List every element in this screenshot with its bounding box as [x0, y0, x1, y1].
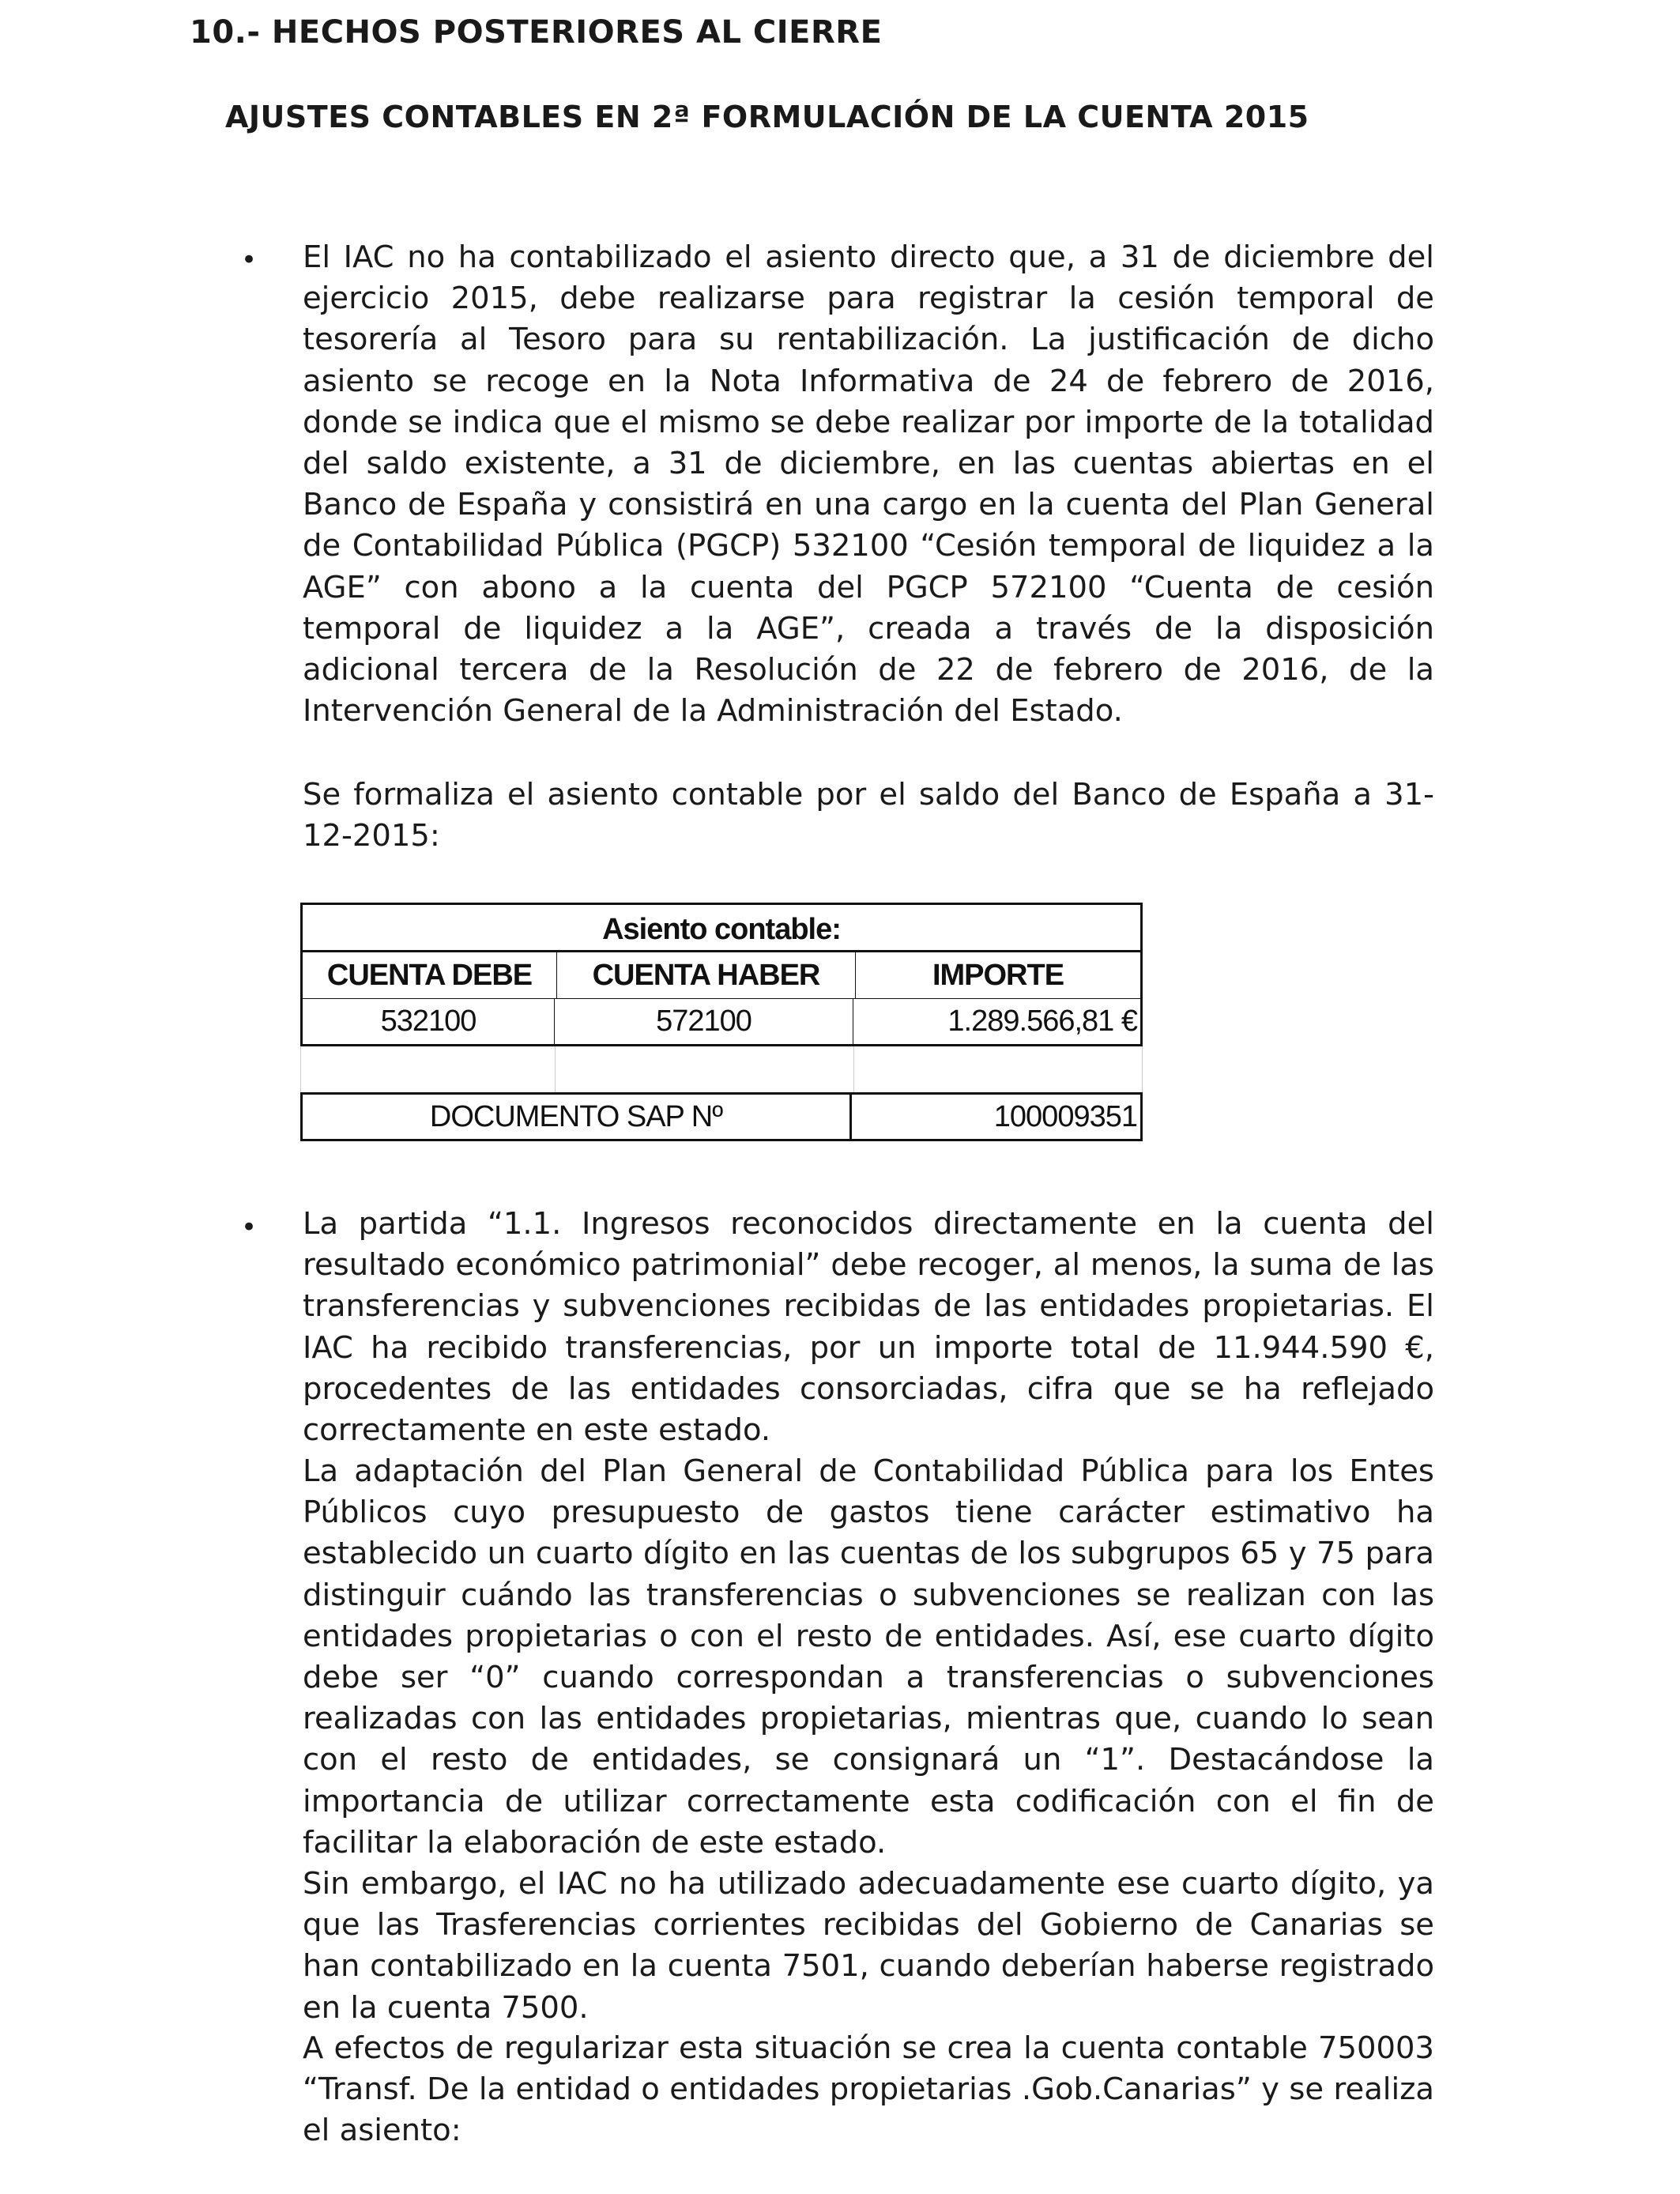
table-row [300, 999, 1143, 1046]
cell-importe: 1.289.566,81 € [947, 1005, 1137, 1038]
table-empty-row [300, 1046, 1143, 1092]
paragraph-cuarto-digito: Sin embargo, el IAC no ha utilizado adecuadamente ese cuarto dígito, ya que las Trasferencias corrientes recibidas del Gobierno de Canarias se han contabilizado en la cuenta 7501, cuando deberían haberse registrado en la cuenta 7500. [303, 1866, 1434, 2026]
document-sap-label: DOCUMENTO SAP Nº [303, 1095, 852, 1139]
paragraph-regularizar: A efectos de regularizar esta situación se crea la cuenta contable 750003 “Transf. De la entidad o entidades propietarias .Gob.Canarias” y se realiza el asiento: [303, 2030, 1434, 2149]
table-caption: Asiento contable: [300, 903, 1143, 950]
paragraph-cesion-tesoreria: El IAC no ha contabilizado el asiento directo que, a 31 de diciembre del ejercicio 2015, debe realizarse para registrar la cesión temporal de tesorería al Tesoro para su rentabilización. La justificación de dicho asiento se recoge en la Nota Informativa de 24 de febrero de 2016, donde se indica que el mismo se debe realizar por importe de la totalidad del saldo existente, a 31 de diciembre, en las cuentas abiertas en el Banco de España y consistirá en una cargo en la cuenta del Plan General de Contabilidad Pública (PGCP) 532100 “Cesión temporal de liquidez a la AGE” con abono a la cuenta del PGCP 572100 “Cuenta de cesión temporal de liquidez a la AGE”, creada a través de la disposición adicional tercera de la Resolución de 22 de febrero de 2016, de la Intervención General de la Administración del Estado. [303, 239, 1434, 729]
header-importe: IMPORTE [932, 958, 1064, 992]
header-cuenta-debe: CUENTA DEBE [303, 952, 557, 998]
document-sap-row [300, 1092, 1143, 1141]
table-header-row [300, 950, 1143, 999]
paragraph-adaptacion-pgcp: La adaptación del Plan General de Contabilidad Pública para los Entes Públicos cuyo presupuesto de gastos tiene carácter estimativo ha establecido un cuarto dígito en las cuentas de los subgrupos 65 y 75 para distinguir cuándo las transferencias o subvenciones se realizan con las entidades propietarias o con el resto de entidades. Así, ese cuarto dígito debe ser “0” cuando correspondan a transferencias o subvenciones realizadas con las entidades propietarias, mientras que, cuando lo sean con el resto de entidades, se consignará un “1”. Destacándose la importancia de utilizar correctamente esta codificación con el fin de facilitar la elaboración de este estado. [303, 1453, 1434, 1860]
paragraph-partida-ingresos: La partida “1.1. Ingresos reconocidos directamente en la cuenta del resultado económico patrimonial” debe recoger, al menos, la suma de las transferencias y subvenciones recibidas de las entidades propietarias. El IAC ha recibido transferencias, por un importe total de 11.944.590 €, procedentes de las entidades consorciadas, cifra que se ha reflejado correctamente en este estado. [303, 1206, 1434, 1449]
empty-cell [556, 1046, 854, 1092]
bullet-marker: • [241, 244, 258, 276]
paragraph-formaliza-asiento: Se formaliza el asiento contable por el saldo del Banco de España a 31-12-2015: [303, 777, 1434, 854]
subsection-heading: AJUSTES CONTABLES EN 2ª FORMULACIÓN DE LA CUENTA 2015 [225, 100, 1309, 134]
section-heading: 10.- HECHOS POSTERIORES AL CIERRE [190, 14, 883, 51]
cell-cuenta-haber: 572100 [555, 999, 853, 1044]
document-sap-number: 100009351 [993, 1099, 1137, 1133]
empty-cell [301, 1046, 556, 1092]
header-cuenta-haber: CUENTA HABER [557, 952, 856, 998]
bullet-marker: • [241, 1212, 258, 1243]
cell-cuenta-debe: 532100 [303, 999, 555, 1044]
